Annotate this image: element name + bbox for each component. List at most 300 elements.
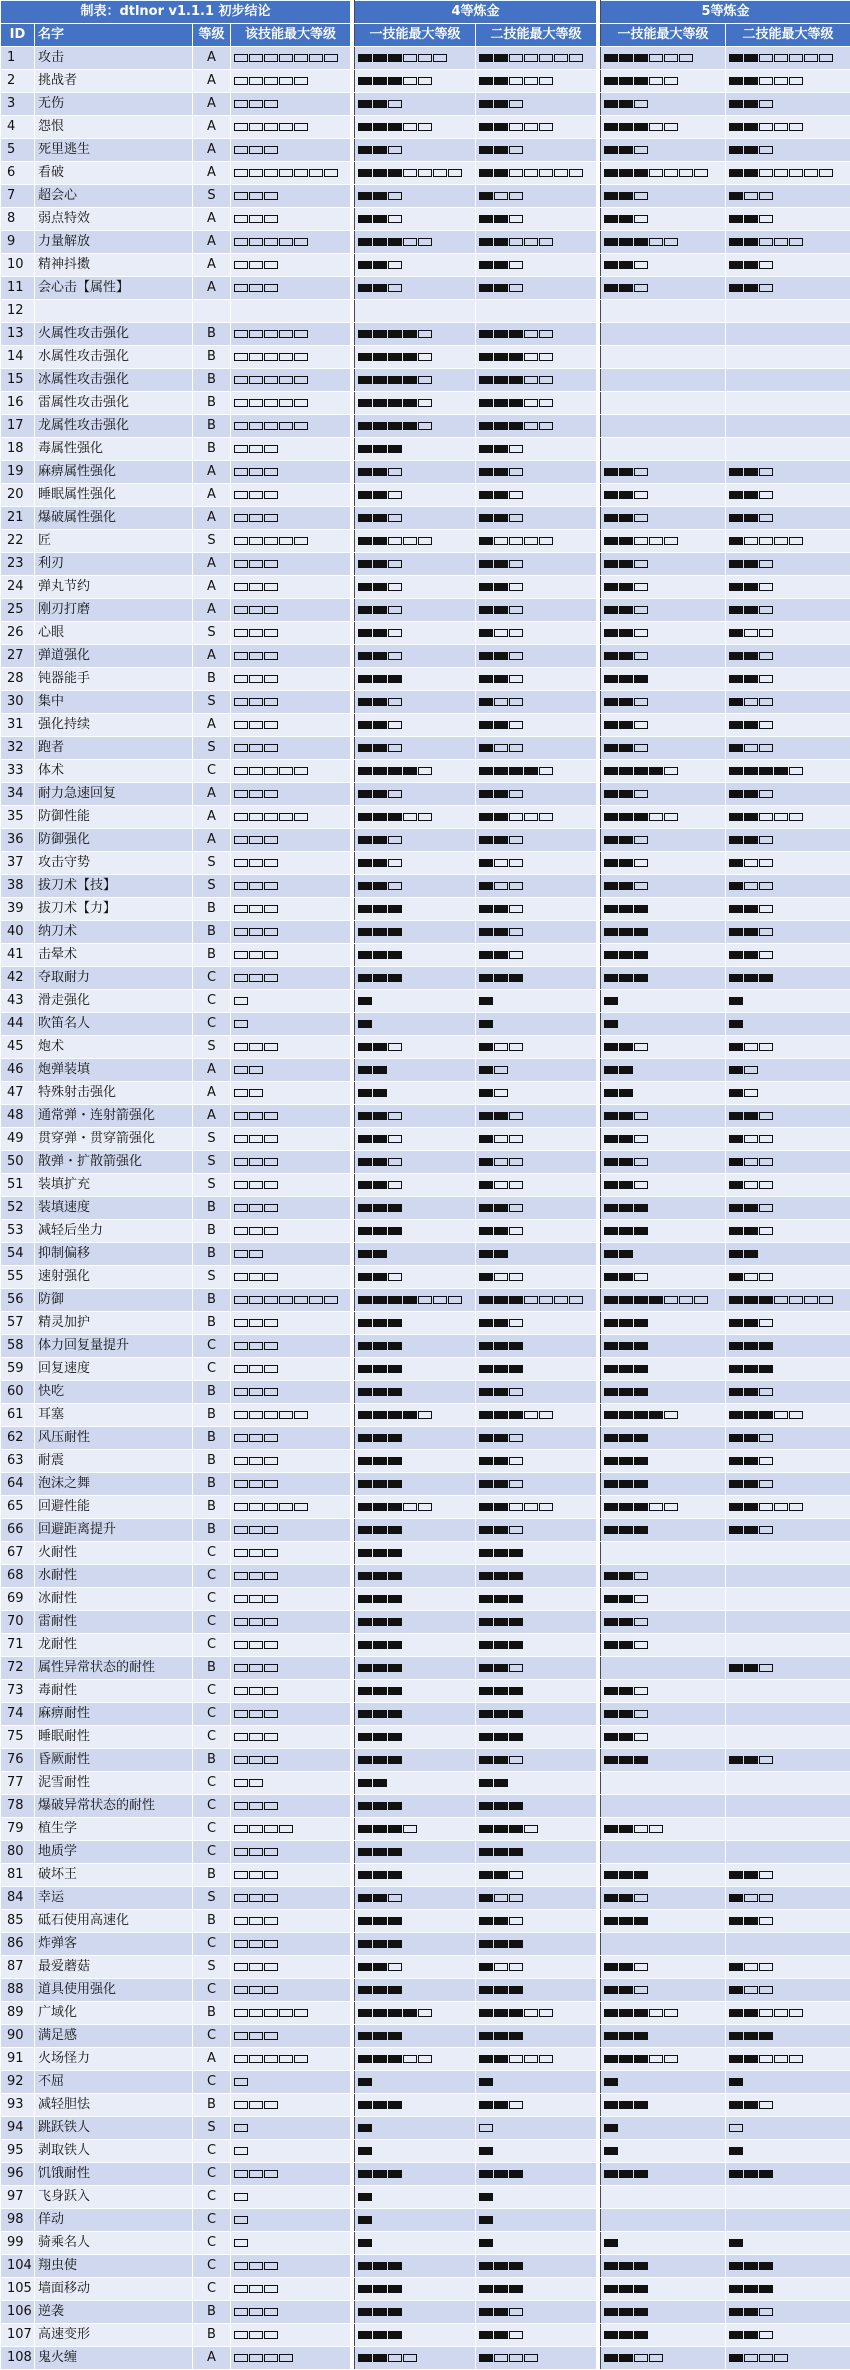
cell-alch4-two (476, 116, 597, 139)
cell-max-level (231, 1841, 351, 1864)
empty-level-box (249, 1411, 263, 1419)
filled-level-box (604, 1917, 618, 1925)
empty-level-box (509, 77, 523, 85)
filled-level-box (479, 1181, 493, 1189)
cell-name: 装填速度 (35, 1197, 193, 1220)
filled-level-box (373, 928, 387, 936)
filled-level-box (479, 1204, 493, 1212)
empty-level-box (264, 468, 278, 476)
cell-alch5-two (726, 70, 850, 93)
empty-level-box (509, 1112, 523, 1120)
cell-name: 弹丸节约 (35, 576, 193, 599)
cell-alch5-two (726, 1979, 850, 2002)
cell-name: 破坏王 (35, 1864, 193, 1887)
filled-level-box (604, 560, 618, 568)
cell-grade: B (193, 1519, 231, 1542)
cell-max-level (231, 2186, 351, 2209)
cell-alch5-two (726, 691, 850, 714)
filled-level-box (388, 767, 402, 775)
filled-level-box (619, 468, 633, 476)
empty-level-box (249, 698, 263, 706)
filled-level-box (358, 1710, 372, 1718)
cell-grade: B (193, 323, 231, 346)
cell-id: 50 (1, 1151, 35, 1174)
cell-alch4-two (476, 1726, 597, 1749)
cell-max-level (231, 2025, 351, 2048)
cell-alch4-one (355, 737, 476, 760)
cell-alch4-two (476, 1887, 597, 1910)
filled-level-box (604, 1388, 618, 1396)
empty-level-box (249, 1204, 263, 1212)
filled-level-box (388, 1733, 402, 1741)
empty-level-box (744, 629, 758, 637)
empty-level-box (249, 1595, 263, 1603)
empty-level-box (509, 1526, 523, 1534)
filled-level-box (604, 813, 618, 821)
filled-level-box (373, 422, 387, 430)
empty-level-box (264, 1319, 278, 1327)
cell-grade: C (193, 760, 231, 783)
cell-max-level (231, 185, 351, 208)
filled-level-box (619, 2285, 633, 2293)
cell-alch4-one (355, 1864, 476, 1887)
cell-id: 48 (1, 1105, 35, 1128)
empty-level-box (234, 1549, 248, 1557)
filled-level-box (358, 284, 372, 292)
filled-level-box (388, 1871, 402, 1879)
filled-level-box (358, 1825, 372, 1833)
cell-id: 73 (1, 1680, 35, 1703)
cell-name: 毒耐性 (35, 1680, 193, 1703)
filled-level-box (509, 1595, 523, 1603)
table-row (1, 691, 850, 714)
cell-alch5-one (601, 1611, 726, 1634)
empty-level-box (524, 2354, 538, 2362)
filled-level-box (373, 698, 387, 706)
empty-level-box (234, 652, 248, 660)
cell-alch4-two (476, 254, 597, 277)
cell-max-level (231, 1887, 351, 1910)
filled-level-box (494, 1848, 508, 1856)
cell-alch5-two (726, 1841, 850, 1864)
cell-alch4-two (476, 47, 597, 70)
filled-level-box (729, 2239, 743, 2247)
cell-max-level (231, 1772, 351, 1795)
empty-level-box (569, 1296, 583, 1304)
cell-alch4-one (355, 2301, 476, 2324)
filled-level-box (479, 1733, 493, 1741)
filled-level-box (479, 675, 493, 683)
filled-level-box (479, 767, 493, 775)
table-row (1, 1220, 850, 1243)
filled-level-box (479, 1802, 493, 1810)
cell-id: 94 (1, 2117, 35, 2140)
filled-level-box (373, 652, 387, 660)
empty-level-box (234, 1411, 248, 1419)
filled-level-box (729, 1043, 743, 1051)
filled-level-box (604, 2331, 618, 2339)
filled-level-box (729, 1388, 743, 1396)
cell-id: 40 (1, 921, 35, 944)
group-header-5: 5等炼金 (601, 1, 850, 24)
cell-name: 满足感 (35, 2025, 193, 2048)
empty-level-box (494, 1273, 508, 1281)
filled-level-box (494, 1986, 508, 1994)
filled-level-box (604, 1296, 618, 1304)
cell-alch5-one (601, 1036, 726, 1059)
cell-max-level (231, 1818, 351, 1841)
filled-level-box (619, 1480, 633, 1488)
filled-level-box (358, 2331, 372, 2339)
empty-level-box (679, 169, 693, 177)
filled-level-box (729, 928, 743, 936)
filled-level-box (729, 744, 743, 752)
empty-level-box (744, 2354, 758, 2362)
empty-level-box (264, 1181, 278, 1189)
filled-level-box (604, 1641, 618, 1649)
filled-level-box (744, 215, 758, 223)
cell-max-level (231, 2002, 351, 2025)
filled-level-box (373, 1687, 387, 1695)
empty-level-box (539, 422, 553, 430)
cell-alch5-two (726, 1657, 850, 1680)
cell-alch5-two (726, 2209, 850, 2232)
empty-level-box (234, 1135, 248, 1143)
filled-level-box (358, 928, 372, 936)
filled-level-box (494, 123, 508, 131)
table-row (1, 668, 850, 691)
empty-level-box (249, 238, 263, 246)
table-row (1, 1611, 850, 1634)
filled-level-box (403, 767, 417, 775)
cell-id: 37 (1, 852, 35, 875)
cell-id: 91 (1, 2048, 35, 2071)
empty-level-box (759, 1894, 773, 1902)
empty-level-box (759, 652, 773, 660)
filled-level-box (373, 790, 387, 798)
cell-max-level (231, 1289, 351, 1312)
filled-level-box (479, 1618, 493, 1626)
cell-alch5-two (726, 645, 850, 668)
filled-level-box (388, 422, 402, 430)
empty-level-box (494, 882, 508, 890)
cell-id: 78 (1, 1795, 35, 1818)
filled-level-box (358, 123, 372, 131)
empty-level-box (294, 54, 308, 62)
filled-level-box (494, 491, 508, 499)
empty-level-box (759, 1319, 773, 1327)
cell-alch5-one (601, 1818, 726, 1841)
empty-level-box (524, 353, 538, 361)
empty-level-box (279, 1411, 293, 1419)
cell-grade: S (193, 875, 231, 898)
empty-level-box (789, 1411, 803, 1419)
cell-alch4-one (355, 1082, 476, 1105)
table-row (1, 392, 850, 415)
cell-grade: C (193, 2025, 231, 2048)
table-row (1, 599, 850, 622)
filled-level-box (619, 629, 633, 637)
cell-alch5-two (726, 1105, 850, 1128)
cell-max-level (231, 70, 351, 93)
filled-level-box (604, 100, 618, 108)
empty-level-box (249, 1940, 263, 1948)
empty-level-box (234, 1802, 248, 1810)
cell-grade: B (193, 392, 231, 415)
empty-level-box (759, 2055, 773, 2063)
filled-level-box (373, 445, 387, 453)
filled-level-box (604, 1135, 618, 1143)
col-header-two-4: 二技能最大等级 (476, 24, 597, 47)
cell-max-level (231, 1358, 351, 1381)
filled-level-box (358, 2009, 372, 2017)
cell-alch5-two (726, 2232, 850, 2255)
empty-level-box (774, 1503, 788, 1511)
empty-level-box (509, 813, 523, 821)
cell-alch4-two (476, 1680, 597, 1703)
cell-alch5-two (726, 254, 850, 277)
empty-level-box (744, 537, 758, 545)
empty-level-box (279, 238, 293, 246)
empty-level-box (418, 399, 432, 407)
empty-level-box (294, 376, 308, 384)
filled-level-box (388, 399, 402, 407)
empty-level-box (264, 2170, 278, 2178)
filled-level-box (358, 2285, 372, 2293)
empty-level-box (388, 100, 402, 108)
empty-level-box (403, 537, 417, 545)
empty-level-box (234, 1572, 248, 1580)
cell-alch5-one (601, 2347, 726, 2370)
filled-level-box (744, 2009, 758, 2017)
empty-level-box (249, 583, 263, 591)
cell-id: 46 (1, 1059, 35, 1082)
cell-alch4-two (476, 1404, 597, 1427)
filled-level-box (759, 2285, 773, 2293)
empty-level-box (249, 1641, 263, 1649)
cell-name: 睡眠属性强化 (35, 484, 193, 507)
filled-level-box (373, 1871, 387, 1879)
cell-alch5-two (726, 484, 850, 507)
cell-id: 34 (1, 783, 35, 806)
filled-level-box (619, 1687, 633, 1695)
empty-level-box (759, 146, 773, 154)
cell-alch4-two (476, 415, 597, 438)
empty-level-box (509, 284, 523, 292)
empty-level-box (509, 1756, 523, 1764)
filled-level-box (373, 284, 387, 292)
filled-level-box (373, 2285, 387, 2293)
empty-level-box (249, 1848, 263, 1856)
filled-level-box (729, 100, 743, 108)
empty-level-box (234, 1986, 248, 1994)
table-row (1, 1105, 850, 1128)
filled-level-box (619, 606, 633, 614)
filled-level-box (604, 1250, 618, 1258)
empty-level-box (264, 1434, 278, 1442)
filled-level-box (604, 1871, 618, 1879)
filled-level-box (479, 813, 493, 821)
table-row (1, 2048, 850, 2071)
cell-alch5-one (601, 1680, 726, 1703)
empty-level-box (294, 767, 308, 775)
empty-level-box (418, 1503, 432, 1511)
cell-alch4-two (476, 2255, 597, 2278)
empty-level-box (234, 675, 248, 683)
empty-level-box (539, 353, 553, 361)
filled-level-box (604, 606, 618, 614)
filled-level-box (358, 629, 372, 637)
col-header-one-4: 一技能最大等级 (355, 24, 476, 47)
cell-grade: B (193, 1220, 231, 1243)
filled-level-box (744, 836, 758, 844)
cell-alch5-two (726, 921, 850, 944)
empty-level-box (234, 146, 248, 154)
empty-level-box (649, 2055, 663, 2063)
empty-level-box (509, 1273, 523, 1281)
cell-max-level (231, 2232, 351, 2255)
empty-level-box (324, 169, 338, 177)
filled-level-box (479, 859, 493, 867)
empty-level-box (264, 77, 278, 85)
empty-level-box (634, 215, 648, 223)
filled-level-box (729, 1480, 743, 1488)
empty-level-box (234, 468, 248, 476)
filled-level-box (373, 583, 387, 591)
empty-level-box (789, 169, 803, 177)
filled-level-box (509, 1342, 523, 1350)
cell-name: 火场怪力 (35, 2048, 193, 2071)
filled-level-box (509, 1825, 523, 1833)
cell-name: 飞身跃入 (35, 2186, 193, 2209)
filled-level-box (373, 1779, 387, 1787)
cell-name: 弹道强化 (35, 645, 193, 668)
cell-grade: C (193, 2186, 231, 2209)
empty-level-box (264, 1687, 278, 1695)
filled-level-box (388, 2170, 402, 2178)
filled-level-box (729, 1756, 743, 1764)
cell-alch4-two (476, 2324, 597, 2347)
cell-grade: B (193, 1381, 231, 1404)
filled-level-box (604, 790, 618, 798)
filled-level-box (619, 2354, 633, 2362)
empty-level-box (249, 77, 263, 85)
filled-level-box (494, 1664, 508, 1672)
cell-alch4-two (476, 2209, 597, 2232)
filled-level-box (494, 836, 508, 844)
cell-max-level (231, 346, 351, 369)
cell-alch4-one (355, 2140, 476, 2163)
empty-level-box (494, 192, 508, 200)
empty-level-box (234, 1043, 248, 1051)
filled-level-box (358, 1457, 372, 1465)
filled-level-box (494, 514, 508, 522)
table-row (1, 47, 850, 70)
filled-level-box (358, 261, 372, 269)
filled-level-box (729, 2032, 743, 2040)
cell-alch5-two (726, 1036, 850, 1059)
empty-level-box (418, 353, 432, 361)
cell-max-level (231, 231, 351, 254)
empty-level-box (249, 537, 263, 545)
cell-id: 5 (1, 139, 35, 162)
table-row (1, 1565, 850, 1588)
filled-level-box (479, 974, 493, 982)
empty-level-box (234, 514, 248, 522)
cell-grade: C (193, 990, 231, 1013)
filled-level-box (373, 537, 387, 545)
filled-level-box (744, 1457, 758, 1465)
col-header-name: 名字 (35, 24, 193, 47)
empty-level-box (279, 2009, 293, 2017)
filled-level-box (388, 77, 402, 85)
filled-level-box (619, 77, 633, 85)
filled-level-box (494, 2331, 508, 2339)
cell-alch5-two (726, 346, 850, 369)
filled-level-box (373, 192, 387, 200)
cell-name: 会心击【属性】 (35, 277, 193, 300)
filled-level-box (619, 2170, 633, 2178)
filled-level-box (479, 1250, 493, 1258)
cell-max-level (231, 2301, 351, 2324)
cell-alch4-one (355, 1496, 476, 1519)
cell-max-level (231, 461, 351, 484)
cell-grade: C (193, 1013, 231, 1036)
cell-alch5-two (726, 185, 850, 208)
empty-level-box (759, 1664, 773, 1672)
filled-level-box (634, 1434, 648, 1442)
cell-alch4-two (476, 231, 597, 254)
empty-level-box (249, 859, 263, 867)
empty-level-box (744, 1273, 758, 1281)
cell-grade: C (193, 2209, 231, 2232)
cell-alch4-two (476, 2347, 597, 2370)
empty-level-box (494, 744, 508, 752)
filled-level-box (358, 1917, 372, 1925)
filled-level-box (619, 1388, 633, 1396)
cell-alch5-one (601, 1979, 726, 2002)
empty-level-box (804, 1296, 818, 1304)
empty-level-box (264, 2055, 278, 2063)
table-row (1, 1634, 850, 1657)
empty-level-box (234, 974, 248, 982)
cell-alch4-one (355, 461, 476, 484)
filled-level-box (479, 2193, 493, 2201)
cell-alch4-one (355, 1841, 476, 1864)
cell-alch4-two (476, 277, 597, 300)
table-row (1, 921, 850, 944)
empty-level-box (819, 54, 833, 62)
empty-level-box (264, 1848, 278, 1856)
filled-level-box (479, 169, 493, 177)
empty-level-box (264, 1273, 278, 1281)
empty-level-box (249, 261, 263, 269)
cell-alch5-one (601, 484, 726, 507)
filled-level-box (494, 1572, 508, 1580)
cell-alch5-one (601, 1519, 726, 1542)
filled-level-box (479, 1319, 493, 1327)
empty-level-box (264, 1457, 278, 1465)
filled-level-box (358, 1549, 372, 1557)
filled-level-box (744, 790, 758, 798)
cell-alch4-one (355, 369, 476, 392)
cell-name: 回避性能 (35, 1496, 193, 1519)
table-row (1, 806, 850, 829)
filled-level-box (479, 2170, 493, 2178)
cell-alch5-one (601, 461, 726, 484)
table-row (1, 1542, 850, 1565)
cell-name: 爆破属性强化 (35, 507, 193, 530)
